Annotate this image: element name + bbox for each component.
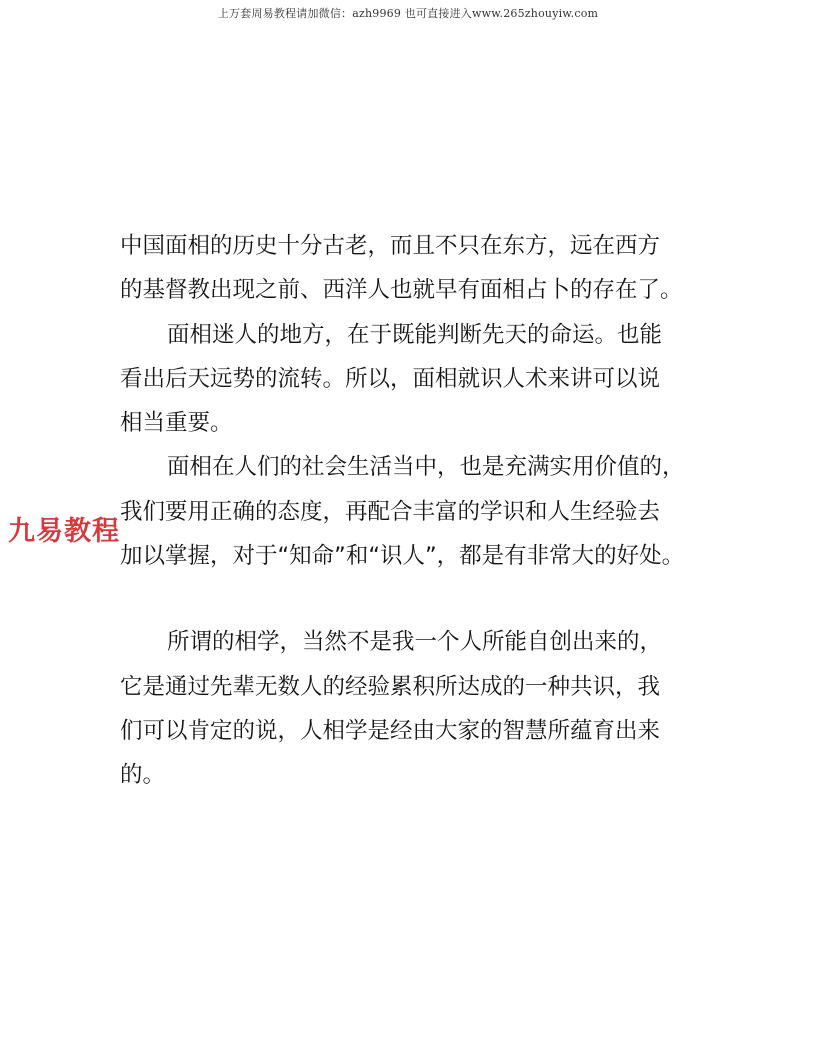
text-line: 加以掌握，对于“知命”和“识人”，都是有非常大的好处。	[120, 543, 685, 570]
text-line: 所谓的相学，当然不是我一个人所能自创出来的，	[167, 629, 663, 656]
text-line: 的。	[120, 762, 166, 789]
text-line: 相当重要。	[120, 410, 233, 437]
text-line: 面相在人们的社会生活当中，也是充满实用价值的，	[167, 454, 685, 481]
text-line: 的基督教出现之前、西洋人也就早有面相占卜的存在了。	[120, 277, 683, 304]
text-line: 它是通过先辈无数人的经验累积所达成的一种共识，我	[120, 673, 661, 700]
paragraph-2	[120, 313, 700, 446]
paragraph-4	[120, 620, 700, 797]
paragraph-spacer	[120, 578, 700, 620]
text-line: 我们要用正确的态度，再配合丰富的学识和人生经验去	[120, 498, 661, 525]
header-note: 上万套周易教程请加微信：azh9969 也可直接进入www.265zhouyiw.com	[217, 7, 599, 20]
watermark-logo: 九易教程	[8, 516, 120, 547]
text-line: 看出后天远势的流转。所以，面相就识人术来讲可以说	[120, 365, 661, 392]
document-body	[120, 224, 700, 798]
text-line: 们可以肯定的说，人相学是经由大家的智慧所蕴育出来	[120, 717, 661, 744]
text-line: 中国面相的历史十分古老，而且不只在东方，远在西方	[120, 233, 661, 259]
paragraph-1	[120, 224, 700, 313]
paragraph-3	[120, 445, 700, 578]
text-line: 面相迷人的地方，在于既能判断先天的命运。也能	[167, 321, 663, 348]
